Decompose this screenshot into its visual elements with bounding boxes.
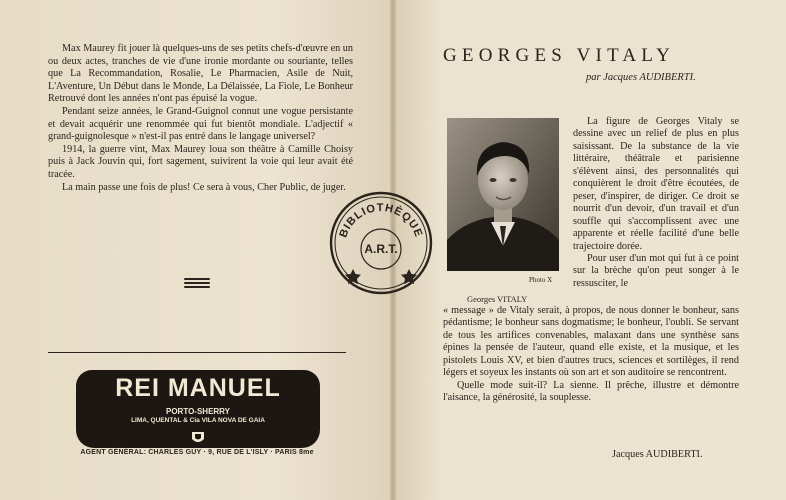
article-byline: par Jacques AUDIBERTI. — [586, 72, 696, 83]
portrait-photo — [447, 118, 559, 271]
rei-manuel-advertisement — [76, 370, 320, 448]
ad-agent-line: AGENT GÉNÉRAL: CHARLES GUY · 9, RUE DE L'ISLY · PARIS 8me — [80, 449, 314, 456]
left-page-text — [48, 43, 353, 194]
paragraph-max-maurey: Max Maurey fit jouer là quelques-uns de ses petits chefs-d'œuvre en un ou deux actes, tranches de vie d'une ironie mordante ou souriante, telles que La Recommandation, Rosalie, Le Pharmacien, Asile de Nuit, L'Aventure, Un Début dans le Monde, La Délaissée, La Fiole, Le Bonheur Retrouvé dont les années n'ont pas épuisé la vogue. — [48, 43, 353, 105]
stamp-center-text: A.R.T. — [364, 242, 398, 256]
section-ornament — [184, 276, 210, 290]
ad-brand-name: REI MANUEL — [115, 374, 281, 402]
ad-product: PORTO-SHERRY — [165, 407, 230, 416]
paragraph-figure: La figure de Georges Vitaly se dessine avec un relief de plus en plus saisissant. De la substance de la vie littéraire, théâtrale et parisienne s'élèvent ainsi, des personnalités qui conquièrent le droit d'être écoutées, de peser, d'inspirer, de diriger. Ce droit se nourrit d'un devoir, d'un travail et d'un souffle qui s'accomplissent avec une apparente et réelle facilité d'une belle trajectoire dorée. — [573, 116, 739, 252]
stamp-star-icon — [401, 269, 417, 284]
article-paragraph-2 — [443, 305, 739, 405]
paragraph-quelle-mode: Quelle mode suit-il? La sienne. Il prêche, illustre et démontre l'aisance, la générosité, la souplesse. — [443, 379, 739, 404]
paragraph-seize-annees: Pendant seize années, le Grand-Guignol connut une vogue persistante et devait acquérir une renommée qui fut bientôt mondiale. L'adjectif « grand-guignolesque » n'est-il pas entré dans le langage universel? — [48, 105, 353, 143]
ad-address: LIMA, QUENTAL & Cia VILA NOVA DE GAIA — [131, 417, 265, 424]
paragraph-pour-user-start: Pour user d'un mot qui fut à ce point sur la brèche qu'on peut songer à le ressusciter, le — [573, 252, 739, 289]
paragraph-1914: 1914, la guerre vint, Max Maurey loua son théâtre à Camille Choisy puis à Jack Jouvin qui, fort sagement, suivirent la voie qui leur avait été tracée. — [48, 143, 353, 180]
portrait-figure-icon — [447, 118, 559, 271]
paragraph-la-main-passe: La main passe une fois de plus! Ce sera à vous, Cher Public, de juger. — [62, 181, 346, 193]
stamp-top-text: BIBLIOTHÈQUE — [337, 201, 425, 240]
article-signature: Jacques AUDIBERTI. — [612, 449, 703, 460]
article-paragraph-1 — [573, 116, 739, 290]
svg-text:BIBLIOTHÈQUE — [337, 202, 424, 239]
paragraph-message: « message » de Vitaly serait, à propos, de nous donner le bonheur, sans pédantisme; le bonheur sans dogmatisme; le bonheur, l'oubli. Se servant de tous les artifices convenables, malaxant dans une synthèse sans épines la pensée de l'auteur, quand elle existe, et la musique, et les pistolets Louis XV, et bien d'autres trucs, sciences et sortilèges, il rend légers et soyeux les instants où son art et son auditoire se rencontrent. — [443, 305, 739, 379]
library-stamp — [327, 189, 435, 297]
ad-divider — [48, 352, 346, 353]
stamp-star-icon — [345, 269, 361, 284]
photo-caption: Georges VITALY — [467, 294, 528, 304]
crest-icon — [188, 430, 208, 446]
article-title: GEORGES VITALY — [443, 45, 676, 66]
photo-credit: Photo X — [529, 276, 553, 284]
